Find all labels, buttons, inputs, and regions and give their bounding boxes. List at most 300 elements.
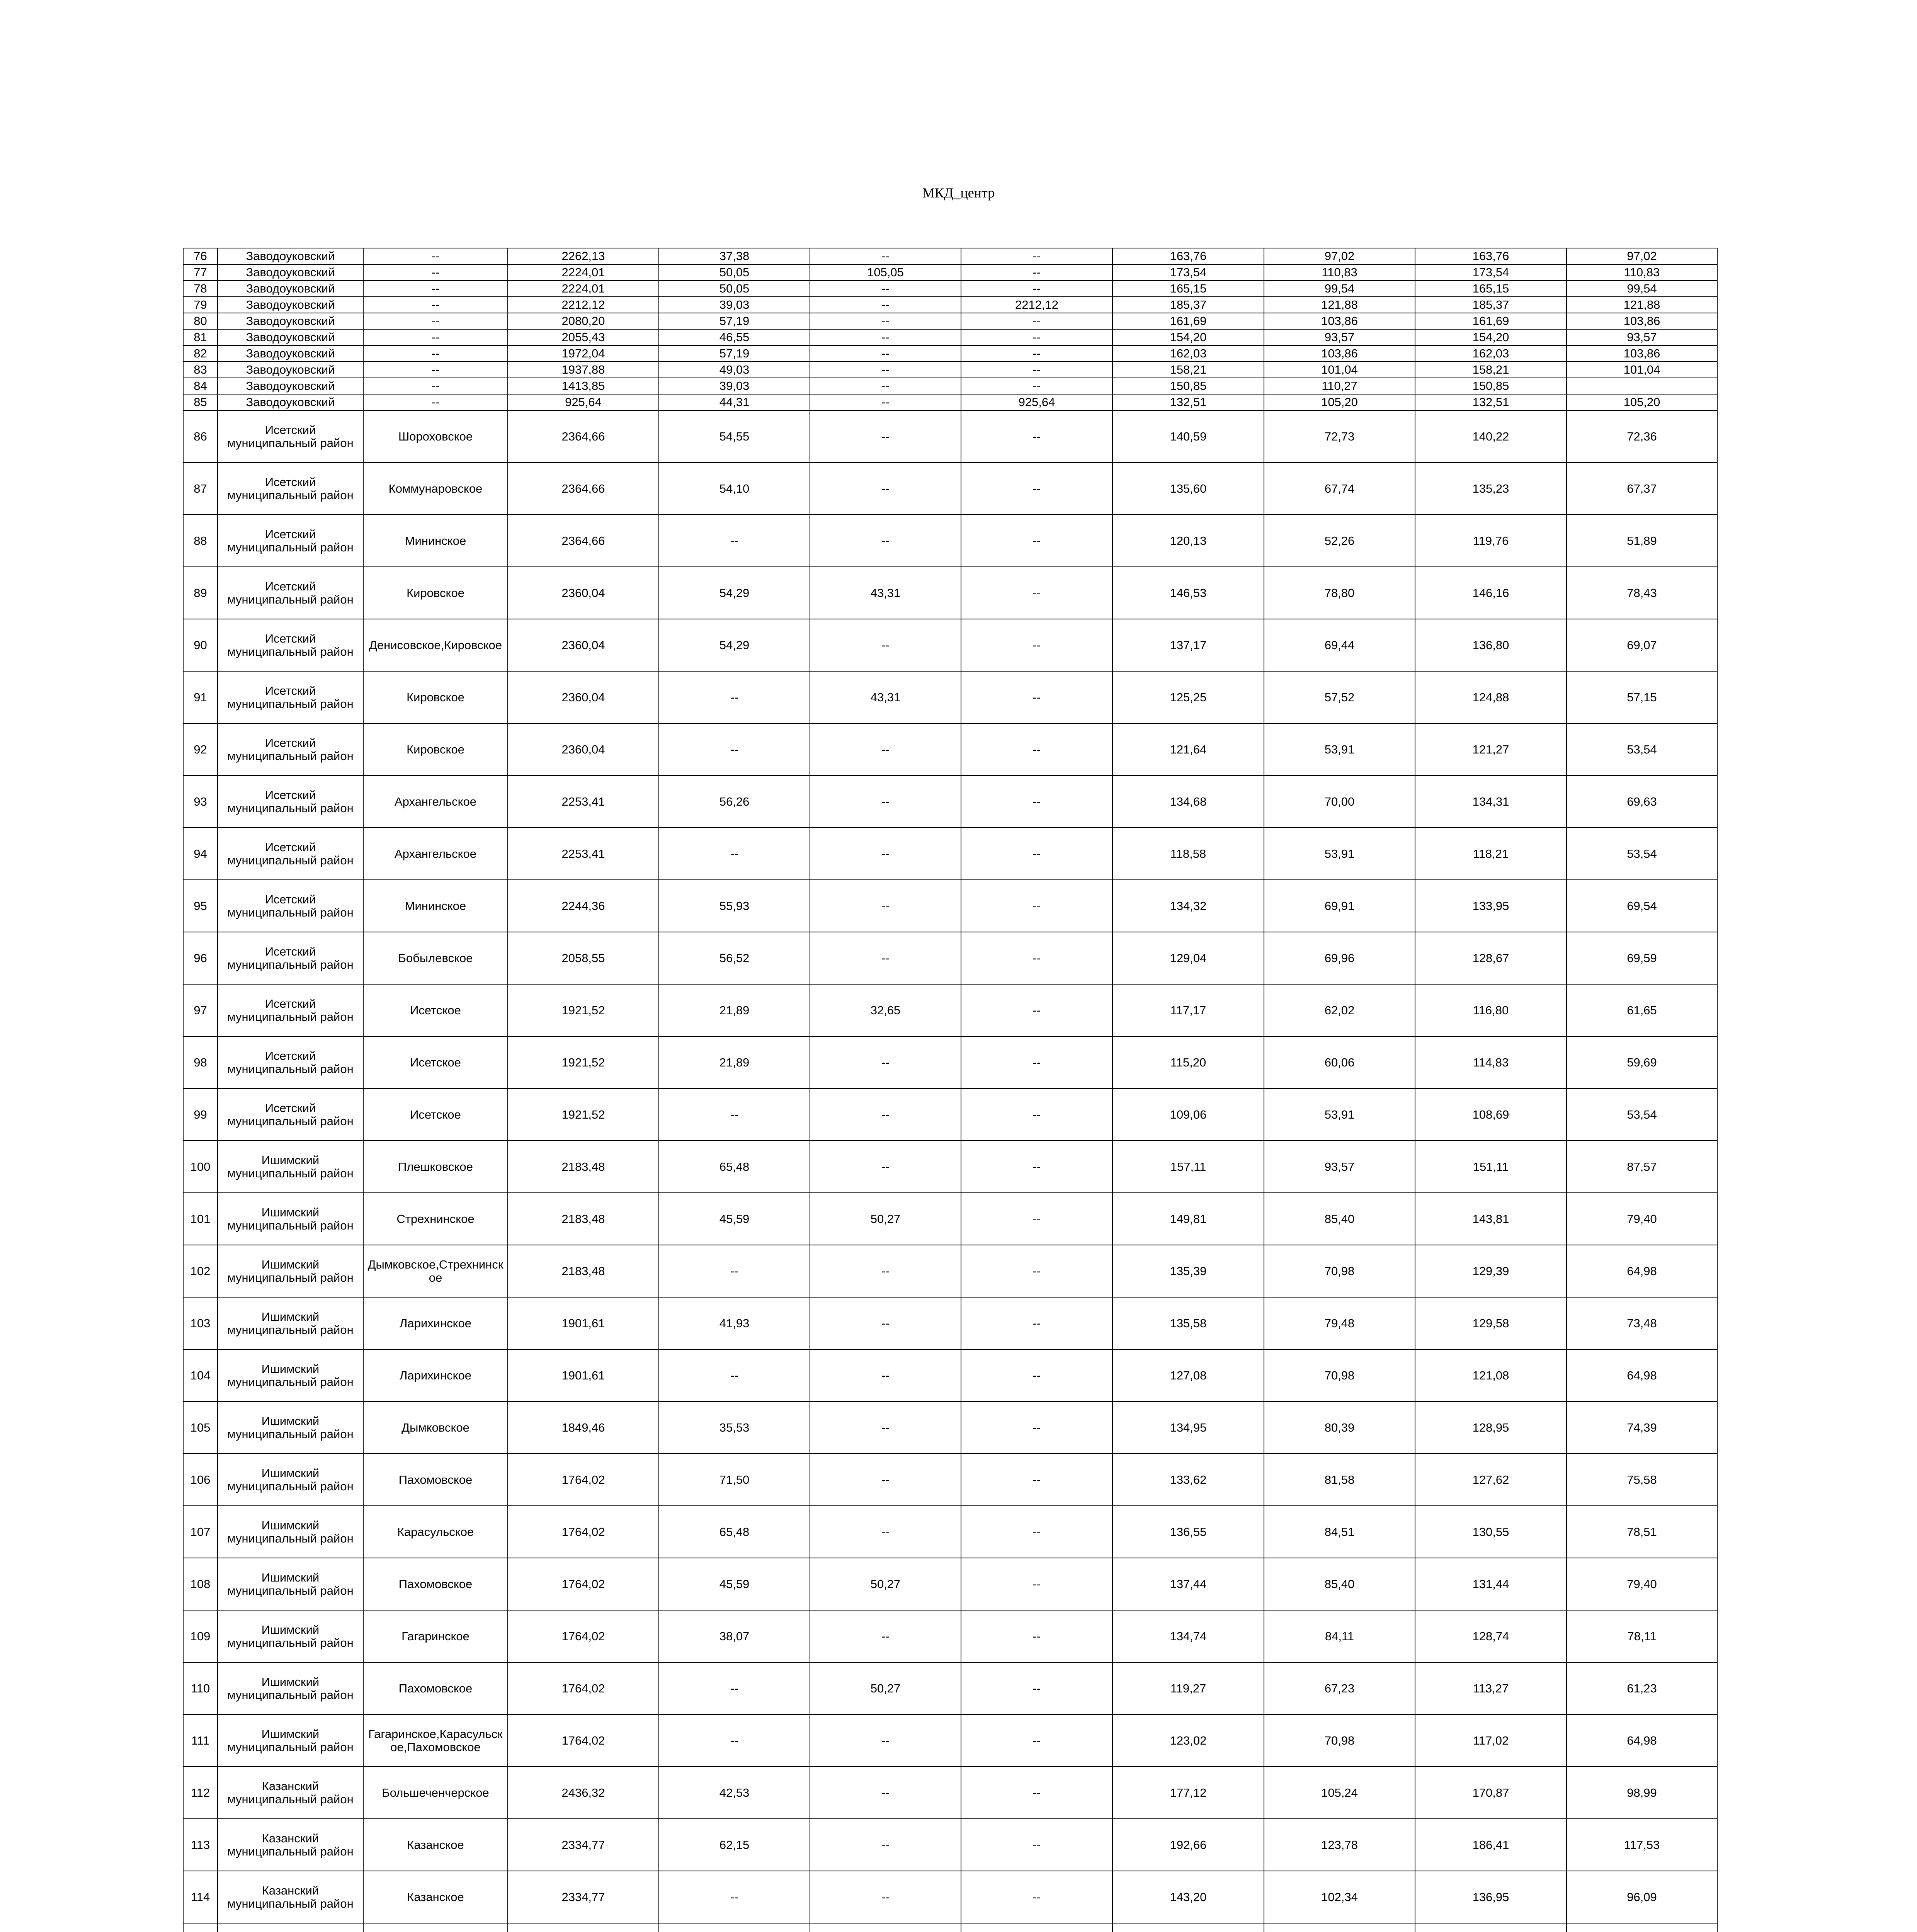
- cell-value-5: 133,62: [1112, 1454, 1264, 1506]
- cell-value-4: --: [961, 1714, 1112, 1767]
- cell-row-number: 88: [183, 515, 218, 567]
- cell-value-3: 43,31: [810, 671, 961, 723]
- cell-value-8: 72,36: [1567, 410, 1717, 463]
- cell-value-5: 135,60: [1112, 463, 1264, 515]
- cell-value-4: --: [961, 932, 1112, 984]
- cell-value-8: 121,88: [1567, 297, 1717, 313]
- cell-value-6: [1264, 1923, 1415, 1932]
- cell-district: Ишимский муниципальный район: [218, 1558, 363, 1610]
- cell-value-4: --: [961, 1558, 1112, 1610]
- cell-value-5: 163,76: [1112, 248, 1264, 264]
- cell-value-1: 2334,77: [508, 1871, 659, 1923]
- cell-value-1: 2262,13: [508, 248, 659, 264]
- table-body: [183, 248, 1717, 1932]
- cell-value-2: 62,15: [659, 1819, 810, 1871]
- cell-district: Заводоуковский: [218, 362, 363, 378]
- cell-value-3: --: [810, 1714, 961, 1767]
- table-row: [183, 313, 1717, 329]
- table-row: [183, 1871, 1717, 1923]
- cell-settlement: Дымковское,Стрехнинское: [363, 1245, 508, 1297]
- cell-district: Исетский муниципальный район: [218, 515, 363, 567]
- cell-value-2: 71,50: [659, 1454, 810, 1506]
- cell-value-8: 87,57: [1567, 1141, 1717, 1193]
- cell-value-5: 134,95: [1112, 1401, 1264, 1454]
- cell-value-7: 163,76: [1415, 248, 1567, 264]
- cell-district: Заводоуковский: [218, 281, 363, 297]
- cell-settlement: Карасульское: [363, 1506, 508, 1558]
- cell-value-8: 69,54: [1567, 880, 1717, 932]
- table-row: [183, 297, 1717, 313]
- cell-value-4: --: [961, 567, 1112, 619]
- cell-value-7: 132,51: [1415, 394, 1567, 410]
- cell-value-8: 78,11: [1567, 1610, 1717, 1662]
- cell-value-3: --: [810, 1454, 961, 1506]
- cell-value-8: 53,54: [1567, 828, 1717, 880]
- cell-value-7: 165,15: [1415, 281, 1567, 297]
- cell-row-number: 87: [183, 463, 218, 515]
- cell-value-5: 137,44: [1112, 1558, 1264, 1610]
- cell-settlement: --: [363, 281, 508, 297]
- cell-value-3: --: [810, 410, 961, 463]
- cell-settlement: Гагаринское,Карасульское,Пахомовское: [363, 1714, 508, 1767]
- cell-value-2: 44,31: [659, 394, 810, 410]
- cell-district: Исетский муниципальный район: [218, 880, 363, 932]
- cell-value-2: 57,19: [659, 313, 810, 329]
- cell-value-8: 61,65: [1567, 984, 1717, 1036]
- cell-settlement: Денисовское,Кировское: [363, 619, 508, 671]
- cell-settlement: Архангельское: [363, 828, 508, 880]
- cell-value-4: --: [961, 1297, 1112, 1349]
- cell-district: Исетский муниципальный район: [218, 776, 363, 828]
- cell-row-number: 78: [183, 281, 218, 297]
- cell-value-2: 45,59: [659, 1193, 810, 1245]
- cell-value-4: --: [961, 723, 1112, 776]
- cell-value-4: --: [961, 1193, 1112, 1245]
- cell-value-6: 70,98: [1264, 1349, 1415, 1401]
- cell-value-4: --: [961, 1349, 1112, 1401]
- cell-settlement: Коммунаровское: [363, 463, 508, 515]
- cell-value-1: 1764,02: [508, 1454, 659, 1506]
- cell-settlement: Казанское: [363, 1819, 508, 1871]
- cell-value-4: [961, 1923, 1112, 1932]
- cell-value-6: 57,52: [1264, 671, 1415, 723]
- cell-value-3: --: [810, 1349, 961, 1401]
- table-row: [183, 1819, 1717, 1871]
- cell-value-6: 103,86: [1264, 313, 1415, 329]
- cell-value-5: 134,32: [1112, 880, 1264, 932]
- cell-value-1: 2058,55: [508, 932, 659, 984]
- cell-value-2: --: [659, 1662, 810, 1714]
- cell-district: Исетский муниципальный район: [218, 463, 363, 515]
- cell-value-6: 78,80: [1264, 567, 1415, 619]
- cell-district: Ишимский муниципальный район: [218, 1141, 363, 1193]
- cell-value-5: 173,54: [1112, 264, 1264, 281]
- cell-settlement: Кировское: [363, 671, 508, 723]
- cell-value-1: 1764,02: [508, 1610, 659, 1662]
- cell-value-1: 1921,52: [508, 1088, 659, 1141]
- cell-settlement: Ларихинское: [363, 1297, 508, 1349]
- cell-value-8: [1567, 1923, 1717, 1932]
- cell-settlement: Исетское: [363, 1088, 508, 1141]
- cell-value-5: 136,55: [1112, 1506, 1264, 1558]
- cell-district: Исетский муниципальный район: [218, 723, 363, 776]
- cell-value-4: --: [961, 313, 1112, 329]
- cell-value-4: --: [961, 1819, 1112, 1871]
- cell-value-6: 79,48: [1264, 1297, 1415, 1349]
- cell-value-3: --: [810, 932, 961, 984]
- cell-value-4: --: [961, 1088, 1112, 1141]
- cell-value-8: 61,23: [1567, 1662, 1717, 1714]
- cell-district: Заводоуковский: [218, 345, 363, 362]
- page-header-title: МКД_центр: [922, 185, 995, 201]
- cell-value-5: 143,20: [1112, 1871, 1264, 1923]
- cell-value-2: 50,05: [659, 264, 810, 281]
- cell-value-6: 69,91: [1264, 880, 1415, 932]
- cell-value-3: --: [810, 362, 961, 378]
- cell-value-3: --: [810, 378, 961, 394]
- cell-value-5: 115,20: [1112, 1036, 1264, 1088]
- cell-row-number: 95: [183, 880, 218, 932]
- cell-value-4: --: [961, 463, 1112, 515]
- cell-value-7: 108,69: [1415, 1088, 1567, 1141]
- cell-value-7: 119,76: [1415, 515, 1567, 567]
- cell-settlement: --: [363, 313, 508, 329]
- cell-value-2: 54,10: [659, 463, 810, 515]
- cell-value-5: 162,03: [1112, 345, 1264, 362]
- cell-value-7: 134,31: [1415, 776, 1567, 828]
- cell-value-1: 1764,02: [508, 1714, 659, 1767]
- cell-value-3: --: [810, 345, 961, 362]
- cell-settlement: --: [363, 264, 508, 281]
- table-row: [183, 345, 1717, 362]
- cell-value-4: --: [961, 329, 1112, 345]
- cell-value-8: 69,59: [1567, 932, 1717, 984]
- cell-value-1: 2244,36: [508, 880, 659, 932]
- cell-value-6: 93,57: [1264, 1141, 1415, 1193]
- cell-settlement: [363, 1923, 508, 1932]
- cell-value-3: --: [810, 880, 961, 932]
- table-row: [183, 1141, 1717, 1193]
- cell-value-6: 80,39: [1264, 1401, 1415, 1454]
- cell-value-1: 2360,04: [508, 671, 659, 723]
- cell-value-1: 2055,43: [508, 329, 659, 345]
- cell-settlement: --: [363, 394, 508, 410]
- cell-value-6: 105,20: [1264, 394, 1415, 410]
- cell-value-4: --: [961, 410, 1112, 463]
- cell-value-4: --: [961, 1662, 1112, 1714]
- cell-settlement: --: [363, 345, 508, 362]
- cell-value-2: --: [659, 671, 810, 723]
- cell-district: Казанский муниципальный район: [218, 1871, 363, 1923]
- cell-value-8: 96,09: [1567, 1871, 1717, 1923]
- cell-value-1: 2253,41: [508, 828, 659, 880]
- cell-district: Ишимский муниципальный район: [218, 1610, 363, 1662]
- cell-value-3: --: [810, 329, 961, 345]
- cell-district: Исетский муниципальный район: [218, 828, 363, 880]
- cell-row-number: 93: [183, 776, 218, 828]
- cell-value-5: 121,64: [1112, 723, 1264, 776]
- cell-row-number: 99: [183, 1088, 218, 1141]
- cell-row-number: 84: [183, 378, 218, 394]
- cell-district: Казанский муниципальный район: [218, 1819, 363, 1871]
- cell-settlement: Бобылевское: [363, 932, 508, 984]
- cell-value-5: 177,12: [1112, 1767, 1264, 1819]
- cell-value-2: 65,48: [659, 1141, 810, 1193]
- cell-row-number: 79: [183, 297, 218, 313]
- cell-value-7: 158,21: [1415, 362, 1567, 378]
- cell-settlement: Пахомовское: [363, 1558, 508, 1610]
- cell-value-5: 185,37: [1112, 297, 1264, 313]
- cell-value-1: 2360,04: [508, 723, 659, 776]
- cell-value-1: 2212,12: [508, 297, 659, 313]
- cell-district: Ишимский муниципальный район: [218, 1349, 363, 1401]
- cell-value-8: 69,63: [1567, 776, 1717, 828]
- cell-value-5: [1112, 1923, 1264, 1932]
- cell-value-3: --: [810, 1401, 961, 1454]
- cell-value-5: 165,15: [1112, 281, 1264, 297]
- cell-value-6: 121,88: [1264, 297, 1415, 313]
- cell-value-4: --: [961, 378, 1112, 394]
- cell-value-3: 32,65: [810, 984, 961, 1036]
- cell-settlement: --: [363, 297, 508, 313]
- cell-value-7: 143,81: [1415, 1193, 1567, 1245]
- cell-value-2: 37,38: [659, 248, 810, 264]
- cell-value-1: 1921,52: [508, 984, 659, 1036]
- table-row: [183, 567, 1717, 619]
- cell-value-5: 150,85: [1112, 378, 1264, 394]
- cell-value-7: 136,95: [1415, 1871, 1567, 1923]
- cell-value-4: --: [961, 671, 1112, 723]
- cell-district: Исетский муниципальный район: [218, 619, 363, 671]
- table-row: [183, 1297, 1717, 1349]
- cell-value-4: --: [961, 1036, 1112, 1088]
- cell-value-4: --: [961, 828, 1112, 880]
- cell-value-4: --: [961, 1454, 1112, 1506]
- cell-value-8: 64,98: [1567, 1245, 1717, 1297]
- cell-district: Ишимский муниципальный район: [218, 1193, 363, 1245]
- cell-value-1: 2334,77: [508, 1819, 659, 1871]
- cell-row-number: 110: [183, 1662, 218, 1714]
- cell-value-1: 1413,85: [508, 378, 659, 394]
- cell-row-number: 100: [183, 1141, 218, 1193]
- cell-value-4: --: [961, 984, 1112, 1036]
- cell-value-8: 79,40: [1567, 1193, 1717, 1245]
- cell-district: Исетский муниципальный район: [218, 1036, 363, 1088]
- cell-value-8: 97,02: [1567, 248, 1717, 264]
- table-row: [183, 828, 1717, 880]
- cell-value-8: 117,53: [1567, 1819, 1717, 1871]
- cell-value-3: --: [810, 1506, 961, 1558]
- cell-value-5: 118,58: [1112, 828, 1264, 880]
- cell-row-number: [183, 1923, 218, 1932]
- cell-value-1: 2364,66: [508, 463, 659, 515]
- cell-value-5: 140,59: [1112, 410, 1264, 463]
- cell-value-7: 140,22: [1415, 410, 1567, 463]
- cell-district: Заводоуковский: [218, 329, 363, 345]
- cell-settlement: Кировское: [363, 567, 508, 619]
- cell-district: Заводоуковский: [218, 313, 363, 329]
- cell-value-8: 78,51: [1567, 1506, 1717, 1558]
- cell-value-1: 1972,04: [508, 345, 659, 362]
- table-row: [183, 1401, 1717, 1454]
- cell-value-1: 1901,61: [508, 1297, 659, 1349]
- cell-row-number: 82: [183, 345, 218, 362]
- cell-value-1: 2364,66: [508, 410, 659, 463]
- cell-value-7: 114,83: [1415, 1036, 1567, 1088]
- cell-value-8: 59,69: [1567, 1036, 1717, 1088]
- cell-value-4: --: [961, 248, 1112, 264]
- cell-row-number: 108: [183, 1558, 218, 1610]
- cell-settlement: Стрехнинское: [363, 1193, 508, 1245]
- cell-district: Заводоуковский: [218, 297, 363, 313]
- cell-value-6: 60,06: [1264, 1036, 1415, 1088]
- cell-value-6: 62,02: [1264, 984, 1415, 1036]
- cell-settlement: Пахомовское: [363, 1454, 508, 1506]
- cell-value-7: 118,21: [1415, 828, 1567, 880]
- cell-value-4: --: [961, 619, 1112, 671]
- cell-value-7: 133,95: [1415, 880, 1567, 932]
- cell-value-5: 161,69: [1112, 313, 1264, 329]
- cell-value-7: [1415, 1923, 1567, 1932]
- cell-value-2: --: [659, 1349, 810, 1401]
- cell-value-1: 2183,48: [508, 1245, 659, 1297]
- cell-value-2: 55,93: [659, 880, 810, 932]
- cell-value-5: 134,74: [1112, 1610, 1264, 1662]
- cell-value-5: 123,02: [1112, 1714, 1264, 1767]
- cell-value-1: 2253,41: [508, 776, 659, 828]
- cell-district: [218, 1923, 363, 1932]
- cell-value-5: 127,08: [1112, 1349, 1264, 1401]
- table-row: [183, 410, 1717, 463]
- cell-value-6: 84,51: [1264, 1506, 1415, 1558]
- cell-value-6: 102,34: [1264, 1871, 1415, 1923]
- cell-value-5: 158,21: [1112, 362, 1264, 378]
- cell-value-8: 53,54: [1567, 723, 1717, 776]
- cell-row-number: 114: [183, 1871, 218, 1923]
- cell-value-8: 75,58: [1567, 1454, 1717, 1506]
- cell-value-4: --: [961, 281, 1112, 297]
- cell-value-2: 56,52: [659, 932, 810, 984]
- cell-value-5: 134,68: [1112, 776, 1264, 828]
- cell-value-8: 53,54: [1567, 1088, 1717, 1141]
- cell-value-5: 154,20: [1112, 329, 1264, 345]
- cell-value-1: 2183,48: [508, 1141, 659, 1193]
- cell-value-3: 43,31: [810, 567, 961, 619]
- data-table: [183, 248, 1718, 1932]
- table-row: [183, 932, 1717, 984]
- cell-value-7: 146,16: [1415, 567, 1567, 619]
- cell-value-3: 105,05: [810, 264, 961, 281]
- cell-district: Ишимский муниципальный район: [218, 1714, 363, 1767]
- cell-value-1: 2360,04: [508, 619, 659, 671]
- cell-row-number: 107: [183, 1506, 218, 1558]
- cell-row-number: 76: [183, 248, 218, 264]
- cell-value-7: 161,69: [1415, 313, 1567, 329]
- cell-value-6: 70,00: [1264, 776, 1415, 828]
- cell-value-5: 135,39: [1112, 1245, 1264, 1297]
- cell-value-1: 1764,02: [508, 1506, 659, 1558]
- cell-value-3: --: [810, 1610, 961, 1662]
- cell-value-2: 21,89: [659, 984, 810, 1036]
- cell-value-6: 123,78: [1264, 1819, 1415, 1871]
- cell-value-3: [810, 1923, 961, 1932]
- cell-value-2: --: [659, 1245, 810, 1297]
- cell-row-number: 102: [183, 1245, 218, 1297]
- cell-value-8: 93,57: [1567, 329, 1717, 345]
- cell-value-7: 170,87: [1415, 1767, 1567, 1819]
- cell-row-number: 98: [183, 1036, 218, 1088]
- cell-value-7: 128,67: [1415, 932, 1567, 984]
- cell-value-8: 103,86: [1567, 345, 1717, 362]
- table-row: [183, 1245, 1717, 1297]
- cell-row-number: 111: [183, 1714, 218, 1767]
- cell-value-6: 70,98: [1264, 1245, 1415, 1297]
- cell-value-4: --: [961, 345, 1112, 362]
- cell-value-3: --: [810, 281, 961, 297]
- cell-value-6: 85,40: [1264, 1558, 1415, 1610]
- cell-value-6: 105,24: [1264, 1767, 1415, 1819]
- table-row: [183, 1506, 1717, 1558]
- cell-value-6: 53,91: [1264, 723, 1415, 776]
- cell-value-1: 2183,48: [508, 1193, 659, 1245]
- cell-value-8: 98,99: [1567, 1767, 1717, 1819]
- cell-value-2: 54,29: [659, 567, 810, 619]
- cell-value-7: 128,95: [1415, 1401, 1567, 1454]
- cell-value-3: --: [810, 248, 961, 264]
- cell-value-3: --: [810, 1088, 961, 1141]
- cell-value-2: 41,93: [659, 1297, 810, 1349]
- cell-value-3: --: [810, 1767, 961, 1819]
- cell-district: Исетский муниципальный район: [218, 1088, 363, 1141]
- cell-settlement: Ларихинское: [363, 1349, 508, 1401]
- cell-value-3: --: [810, 1297, 961, 1349]
- cell-value-8: 110,83: [1567, 264, 1717, 281]
- cell-value-8: 67,37: [1567, 463, 1717, 515]
- cell-value-6: 103,86: [1264, 345, 1415, 362]
- cell-value-4: --: [961, 362, 1112, 378]
- cell-value-2: --: [659, 723, 810, 776]
- cell-district: Исетский муниципальный район: [218, 410, 363, 463]
- cell-value-2: 39,03: [659, 378, 810, 394]
- cell-value-2: 46,55: [659, 329, 810, 345]
- cell-value-7: 150,85: [1415, 378, 1567, 394]
- cell-value-3: --: [810, 313, 961, 329]
- cell-value-6: 99,54: [1264, 281, 1415, 297]
- cell-value-3: --: [810, 394, 961, 410]
- cell-row-number: 109: [183, 1610, 218, 1662]
- cell-value-2: 56,26: [659, 776, 810, 828]
- cell-row-number: 77: [183, 264, 218, 281]
- cell-value-4: --: [961, 1245, 1112, 1297]
- cell-value-2: --: [659, 1088, 810, 1141]
- cell-settlement: --: [363, 362, 508, 378]
- cell-value-1: 925,64: [508, 394, 659, 410]
- cell-value-4: --: [961, 1506, 1112, 1558]
- cell-district: Казанский муниципальный район: [218, 1767, 363, 1819]
- cell-value-7: 127,62: [1415, 1454, 1567, 1506]
- cell-value-7: 117,02: [1415, 1714, 1567, 1767]
- cell-value-8: [1567, 378, 1717, 394]
- cell-value-4: --: [961, 515, 1112, 567]
- cell-value-7: 173,54: [1415, 264, 1567, 281]
- cell-value-8: 73,48: [1567, 1297, 1717, 1349]
- cell-value-7: 151,11: [1415, 1141, 1567, 1193]
- cell-value-4: --: [961, 1871, 1112, 1923]
- cell-value-3: --: [810, 1036, 961, 1088]
- cell-row-number: 96: [183, 932, 218, 984]
- cell-value-6: 72,73: [1264, 410, 1415, 463]
- cell-district: Заводоуковский: [218, 264, 363, 281]
